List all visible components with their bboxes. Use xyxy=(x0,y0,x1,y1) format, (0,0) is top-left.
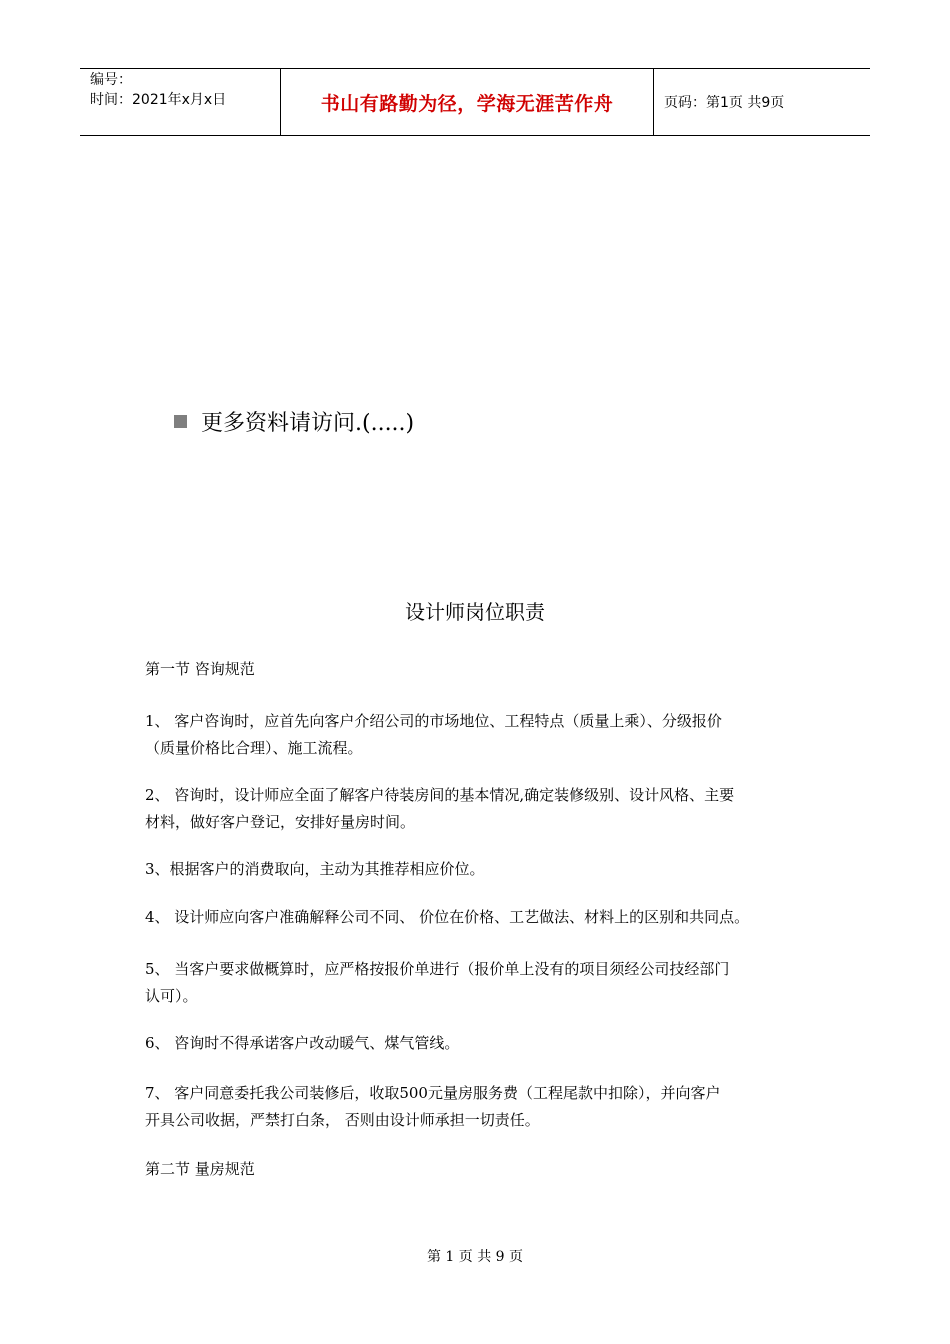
list-item-2 xyxy=(145,782,825,836)
section-heading-1: 第一节 咨询规范 xyxy=(145,660,255,678)
more-resources-line xyxy=(174,406,414,437)
list-item-3 xyxy=(145,856,825,883)
list-item-7-line-1: 7、 客户同意委托我公司装修后，收取500元量房服务费（工程尾款中扣除），并向客户 xyxy=(145,1084,721,1102)
list-item-1 xyxy=(145,708,825,762)
list-item-4-line-1: 4、 设计师应向客户准确解释公司不同、 价位在价格、工艺做法、材料上的区别和共同点。 xyxy=(145,908,750,926)
list-item-7-line-2: 开具公司收据，严禁打白条， 否则由设计师承担一切责任。 xyxy=(145,1111,540,1129)
list-item-6-line-1: 6、 咨询时不得承诺客户改动暖气、煤气管线。 xyxy=(145,1034,460,1052)
list-item-5-line-2: 认可）。 xyxy=(145,987,198,1005)
list-item-3-line-1: 3、根据客户的消费取向，主动为其推荐相应价位。 xyxy=(145,860,485,878)
list-item-2-line-2: 材料，做好客户登记，安排好量房时间。 xyxy=(145,813,416,831)
more-resources-text: 更多资料请访问.(.....) xyxy=(201,411,415,436)
document-header xyxy=(80,68,870,136)
list-item-4 xyxy=(145,904,825,931)
list-item-6 xyxy=(145,1030,825,1057)
document-title: 设计师岗位职责 xyxy=(405,600,545,624)
list-item-7 xyxy=(145,1080,825,1134)
list-item-1-line-2: （质量价格比合理）、施工流程。 xyxy=(145,739,363,757)
header-page-cell xyxy=(654,69,870,135)
list-item-1-line-1: 1、 客户咨询时，应首先向客户介绍公司的市场地位、工程特点（质量上乘）、分级报价 xyxy=(145,712,722,730)
serial-number-label: 编号： xyxy=(90,72,132,88)
header-motto-cell xyxy=(281,69,654,135)
date-label: 时间：2021年x月x日 xyxy=(90,92,227,108)
square-bullet-icon xyxy=(174,415,187,428)
header-meta-cell xyxy=(80,69,281,135)
section-heading-2: 第二节 量房规范 xyxy=(145,1160,255,1178)
list-item-5-line-1: 5、 当客户要求做概算时，应严格按报价单进行（报价单上没有的项目须经公司技经部门 xyxy=(145,960,730,978)
page-footer: 第 1 页 共 9 页 xyxy=(426,1249,524,1265)
page-info: 页码：第1页 共9页 xyxy=(664,95,785,111)
list-item-5 xyxy=(145,956,825,1010)
motto-text: 书山有路勤为径，学海无涯苦作舟 xyxy=(320,92,614,115)
list-item-2-line-1: 2、 咨询时，设计师应全面了解客户待装房间的基本情况,确定装修级别、设计风格、主要 xyxy=(145,786,735,804)
